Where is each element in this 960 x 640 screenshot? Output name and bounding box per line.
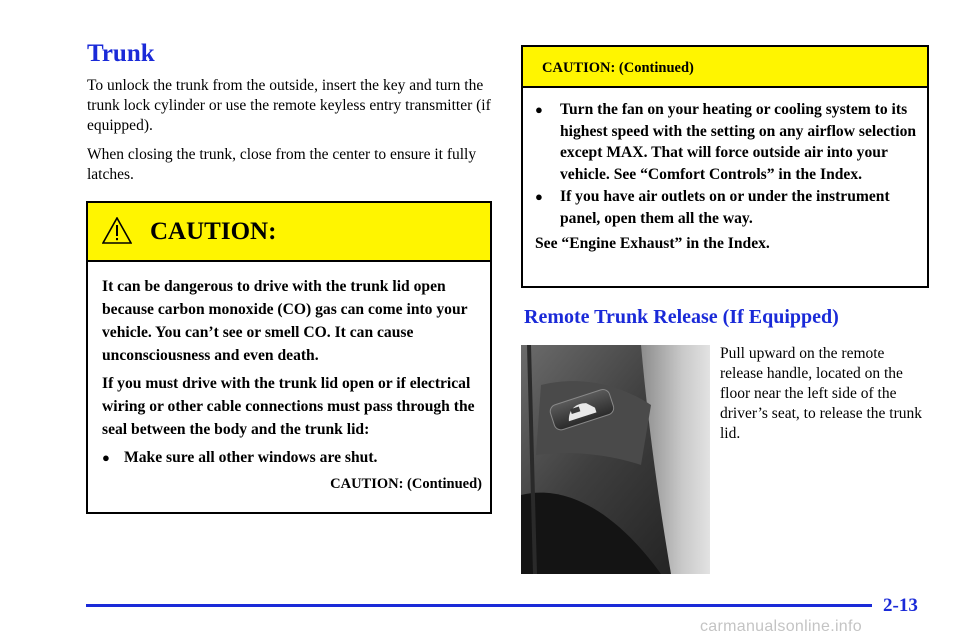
bullet-dot-icon: ● [102, 450, 110, 465]
intro-paragraph-2: When closing the trunk, close from the center to ensure it fully latches. [87, 146, 477, 183]
caution-continued-body [535, 99, 920, 255]
warning-triangle-icon [102, 217, 132, 244]
section-title: Trunk [87, 40, 155, 67]
caution-continued-box [521, 45, 929, 288]
bullet-text: Make sure all other windows are shut. [124, 449, 378, 466]
caution-bullet [535, 186, 920, 229]
bullet-text: If you have air outlets on or under the instrument panel, open them all the way. [560, 188, 890, 227]
caution-header [88, 203, 490, 262]
page-number: 2-13 [883, 595, 918, 616]
trunk-release-photo [521, 345, 710, 574]
caution-continued-heading: CAUTION: (Continued) [542, 60, 694, 76]
caution-box [86, 201, 492, 514]
watermark: carmanualsonline.info [700, 618, 862, 635]
caution-continued-header [523, 47, 927, 88]
caution-body [102, 275, 482, 496]
caution-continued-label: CAUTION: (Continued) [330, 476, 482, 492]
bullet-dot-icon: ● [535, 102, 543, 117]
caution-paragraph: If you must drive with the trunk lid open or if electrical wiring or other cable connections must pass through the seal between the body and the trunk lid: [102, 375, 475, 438]
bullet-dot-icon: ● [535, 189, 543, 204]
subsection-title: Remote Trunk Release (If Equipped) [524, 306, 839, 328]
intro-paragraph-1: To unlock the trunk from the outside, insert the key and turn the trunk lock cylinder or use the remote keyless entry transmitter (if equipped). [87, 77, 491, 134]
caution-heading: CAUTION: [150, 218, 277, 245]
caution-bullet [102, 446, 482, 469]
footer-rule [86, 604, 872, 607]
caution-bullet [535, 99, 920, 185]
remote-release-text: Pull upward on the remote release handle, located on the floor near the left side of the driver’s seat, to release the trunk lid. [720, 345, 922, 442]
caution-paragraph: It can be dangerous to drive with the trunk lid open because carbon monoxide (CO) gas can come into your vehicle. You can’t see or smell CO. It can cause unconsciousness and even death. [102, 278, 468, 364]
see-also-text: See “Engine Exhaust” in the Index. [535, 235, 770, 252]
bullet-text: Turn the fan on your heating or cooling system to its highest speed with the setting on any airflow selection except MAX. That will force outside air into your vehicle. See “Comfort Controls” in the Index. [560, 101, 917, 183]
